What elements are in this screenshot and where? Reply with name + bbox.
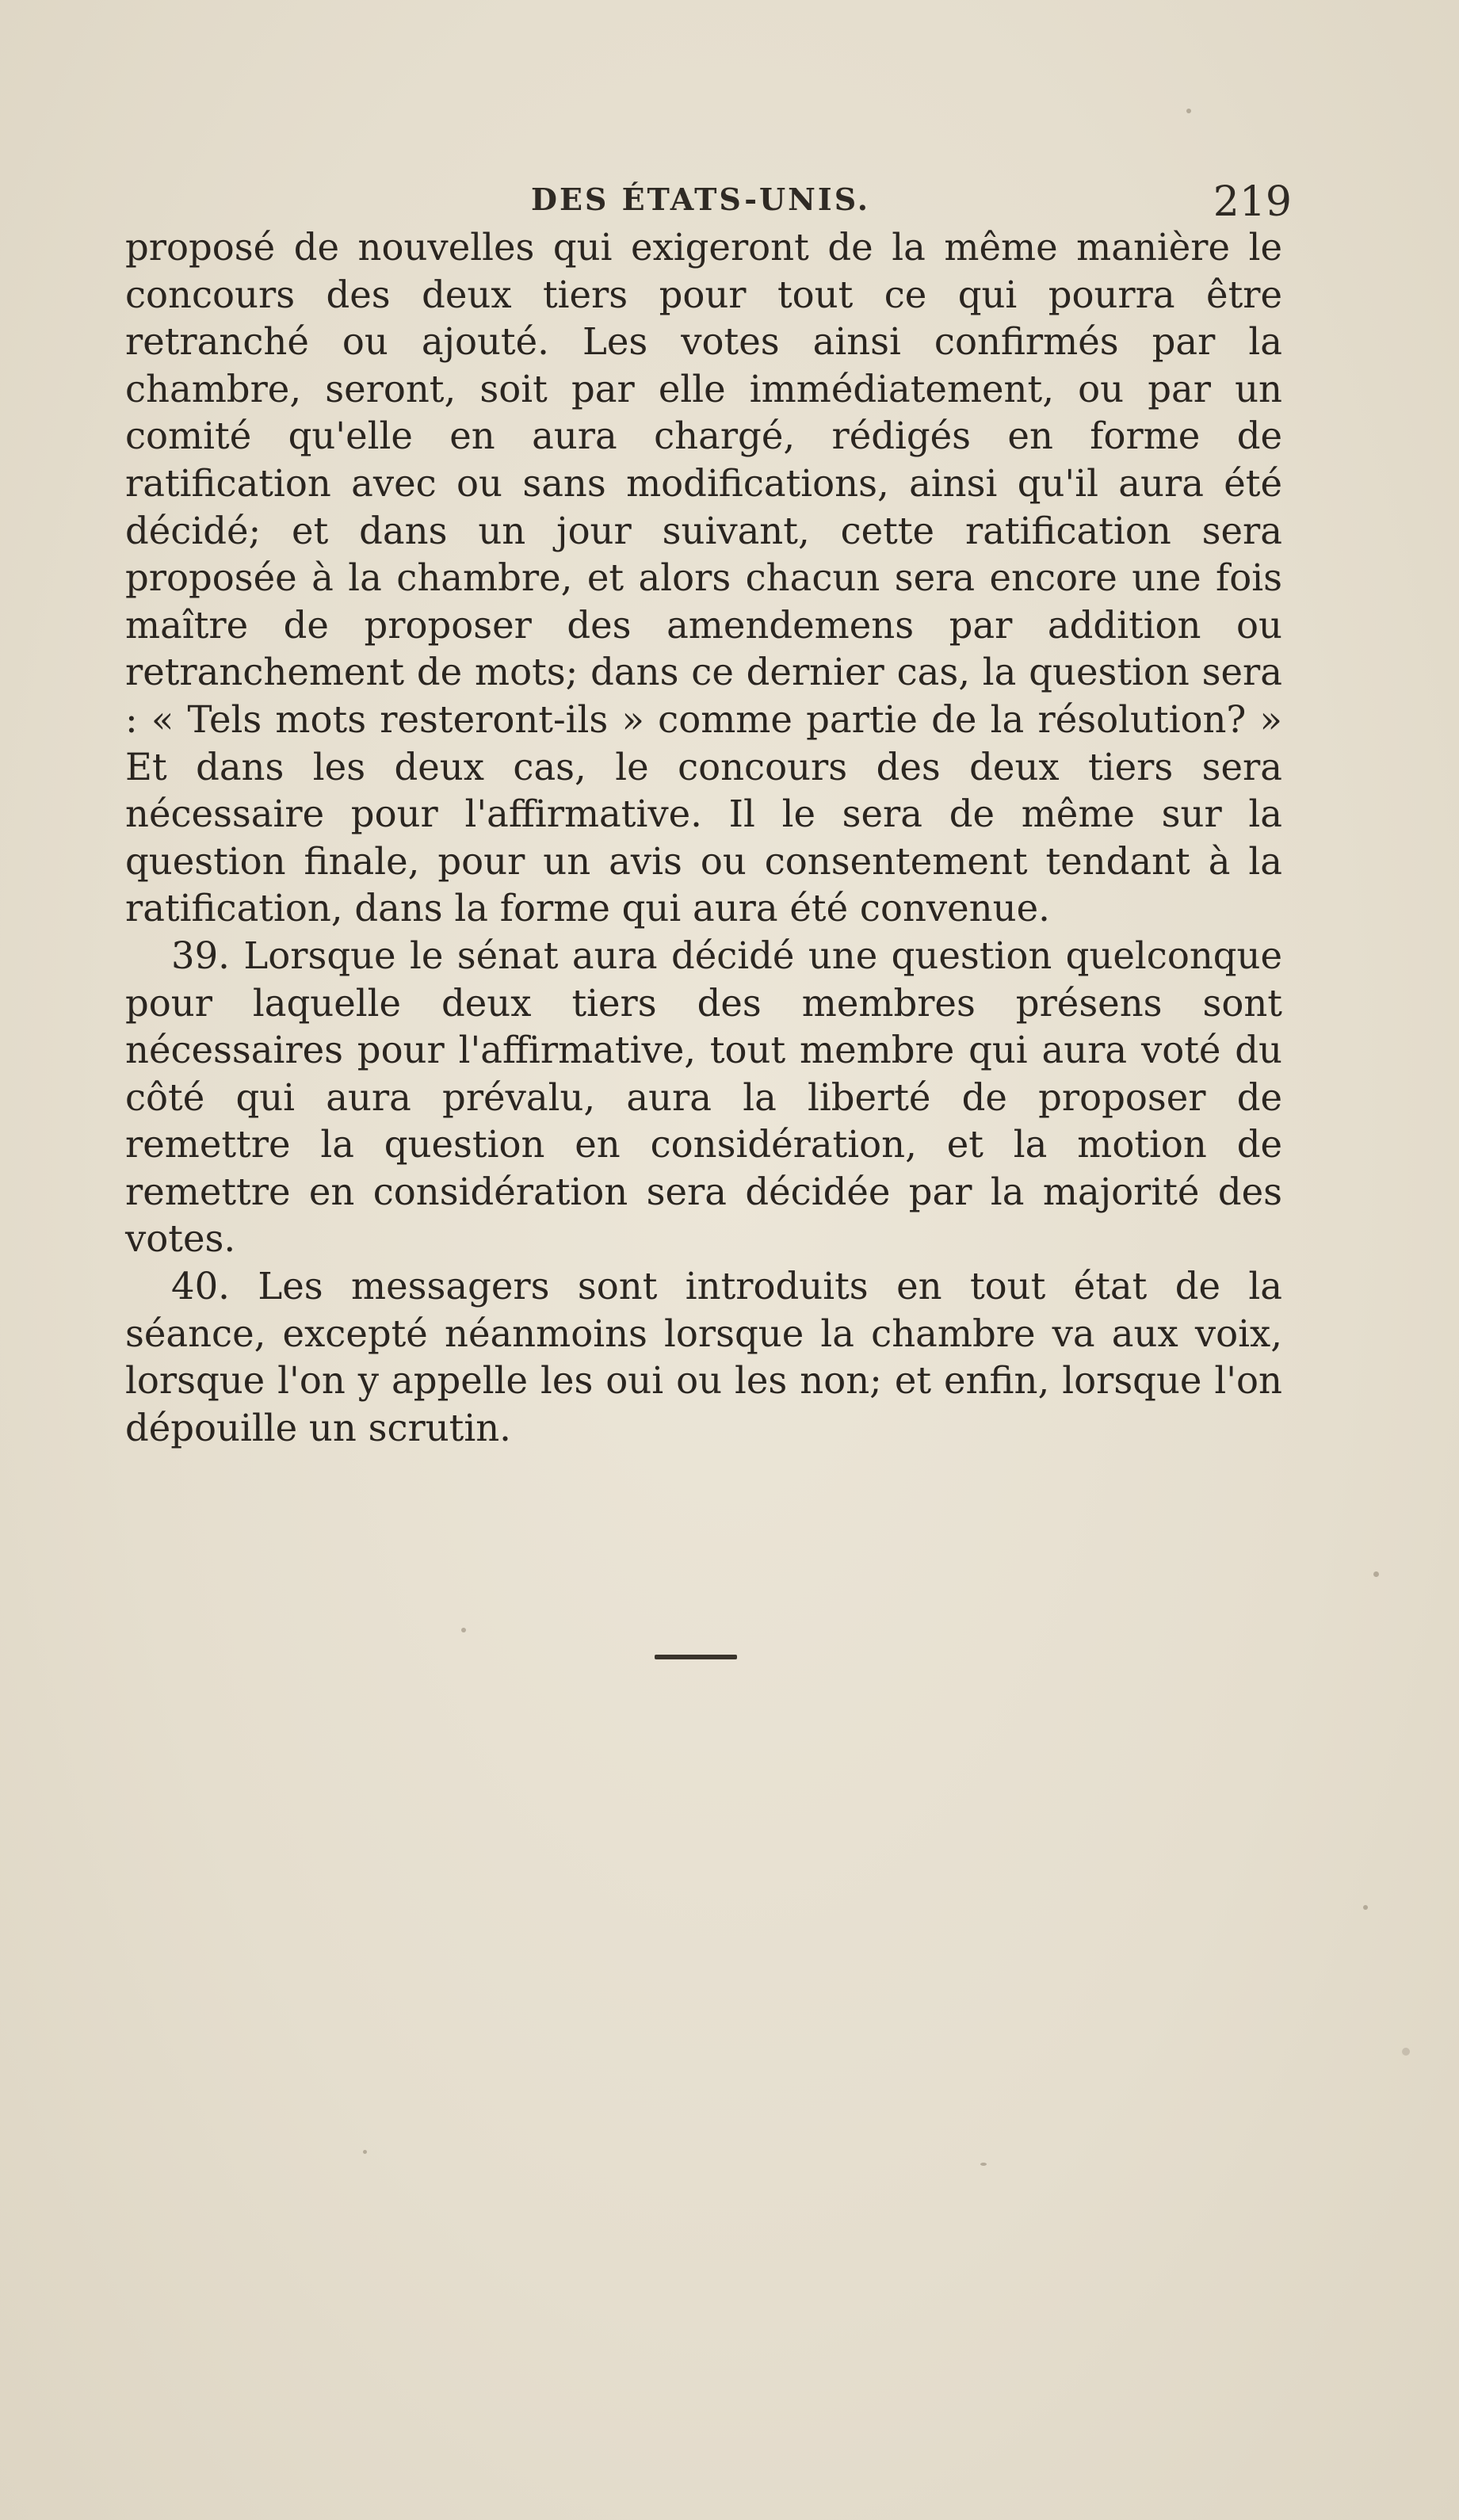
- paper-speck: [1402, 2048, 1410, 2056]
- paper-speck: [363, 2150, 367, 2154]
- paragraph-continued: proposé de nouvelles qui exigeront de la même manière le concours des deux tiers pour tout ce qui pourra être retranché ou ajouté. Les votes ainsi confirmés par la chambre, seront, soit par elle immédiatement, ou par un comité qu'elle en aura chargé, rédigés en forme de ratification avec ou sans modifications, ainsi qu'il aura été décidé; et dans un jour suivant, cette ratification sera proposée à la chambre, et alors chacun sera encore une fois maître de proposer des amendemens par addition ou retranchement de mots; dans ce dernier cas, la question sera : « Tels mots resteront-ils » comme partie de la résolution? » Et dans les deux cas, le concours des deux tiers sera nécessaire pour l'affirmative. Il le sera de même sur la question finale, pour un avis ou consentement tendant à la ratification, dans la forme qui aura été convenue.: [125, 226, 1282, 930]
- running-title: DES ÉTATS-UNIS.: [531, 181, 871, 217]
- paper-speck: [980, 2163, 987, 2166]
- body-text: [125, 224, 1282, 1452]
- paper-speck: [1363, 1905, 1368, 1910]
- paper-speck: [1373, 1571, 1379, 1577]
- paragraph-article-39: 39. Lorsque le sénat aura décidé une question quelconque pour laquelle deux tiers des membres présens sont nécessaires pour l'affirmative, tout membre qui aura voté du côté qui aura prévalu, aura la liberté de proposer de remettre la question en considération, et la motion de remettre en considération sera décidée par la majorité des votes.: [125, 934, 1282, 1261]
- paper-speck: [461, 1628, 466, 1632]
- running-head: [127, 178, 1292, 226]
- paper-speck: [1186, 109, 1191, 113]
- page-number: 219: [1213, 178, 1292, 226]
- paragraph-article-40: 40. Les messagers sont introduits en tout état de la séance, excepté néanmoins lorsque la chambre va aux voix, lorsque l'on y appelle les oui ou les non; et enfin, lorsque l'on dépouille un scrutin.: [125, 1265, 1282, 1449]
- end-rule: [655, 1655, 737, 1659]
